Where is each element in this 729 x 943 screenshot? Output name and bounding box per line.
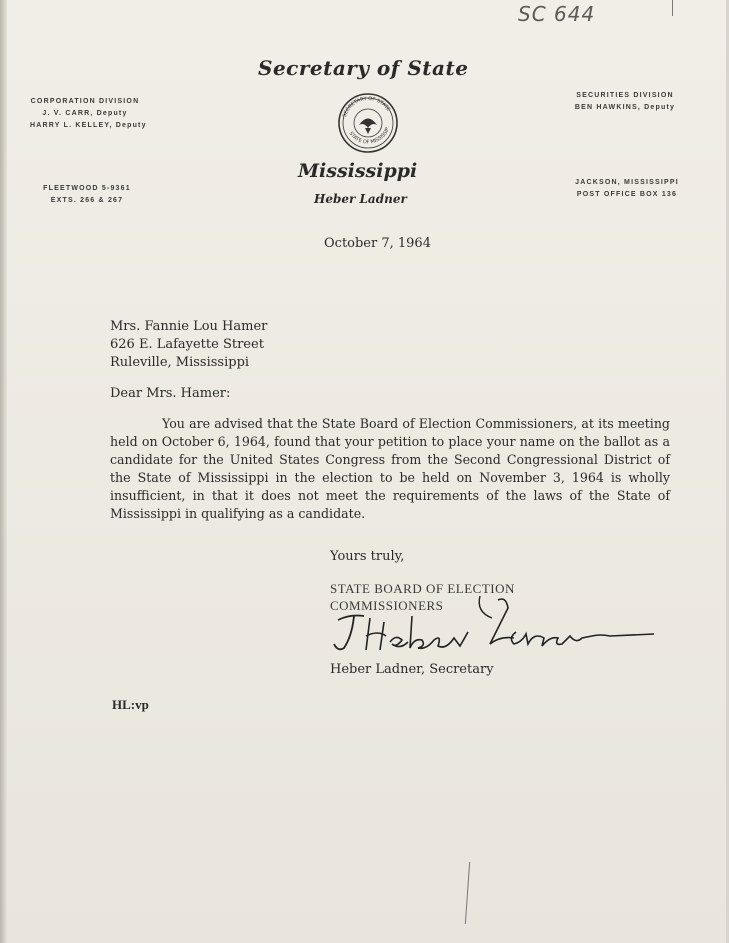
signature: [330, 592, 665, 664]
letter-date: October 7, 1964: [324, 236, 431, 251]
letterhead-officer: Heber Ladner: [314, 192, 407, 206]
address-pobox: POST OFFICE BOX 136: [576, 191, 678, 198]
corporation-division-name: CORPORATION DIVISION: [30, 98, 140, 105]
mark-line: [672, 0, 673, 16]
recipient-name: Mrs. Fannie Lou Hamer: [110, 319, 268, 334]
securities-division-name: SECURITIES DIVISION: [576, 92, 674, 99]
archive-mark: SC 644: [518, 2, 596, 26]
letterhead-title: Secretary of State: [258, 56, 469, 80]
recipient-city: Ruleville, Mississippi: [110, 355, 250, 370]
corporation-division: [30, 96, 147, 132]
phone-number: FLEETWOOD 5-9361: [43, 185, 131, 192]
board-name-line-1: STATE BOARD OF ELECTION: [330, 581, 515, 596]
phone-extensions: EXTS. 266 & 267: [50, 197, 124, 204]
corporation-deputy-2: HARRY L. KELLEY, Deputy: [30, 122, 147, 129]
signatory: Heber Ladner, Secretary: [330, 662, 494, 677]
closing: Yours truly,: [330, 549, 405, 564]
seal-icon: [337, 92, 399, 154]
corporation-deputy-1: J. V. CARR, Deputy: [42, 110, 128, 117]
state-seal: [337, 92, 399, 154]
securities-deputy: BEN HAWKINS, Deputy: [574, 104, 676, 111]
securities-division: [560, 90, 690, 114]
phone-block: [32, 183, 142, 207]
address-city: JACKSON, MISSISSIPPI: [575, 179, 679, 186]
address-block: [562, 177, 692, 201]
salutation: Dear Mrs. Hamer:: [110, 386, 231, 401]
letter-body: You are advised that the State Board of Election Commissioners, at its meeting held on October 6, 1964, found that your petition to place your name on the ballot as a candidate for the United States Congress from the Second Congressional District of the State of Mississippi in the election to be held on November 3, 1964 is wholly insufficient, in that it does not meet the requirements of the laws of the State of Mississippi in qualifying as a candidate.: [110, 416, 670, 521]
svg-text:SECRETARY OF STATE: SECRETARY OF STATE: [341, 95, 392, 118]
board-name-line-2: COMMISSIONERS: [330, 598, 444, 613]
page-edge-left: [0, 0, 7, 943]
reference-initials: HL:vp: [112, 697, 149, 712]
recipient-address: [110, 318, 267, 372]
letterhead-state: Mississippi: [298, 160, 418, 182]
recipient-street: 626 E. Lafayette Street: [110, 337, 264, 352]
svg-text:STATE OF MISSISSIPPI: STATE OF MISSISSIP: [347, 126, 391, 146]
